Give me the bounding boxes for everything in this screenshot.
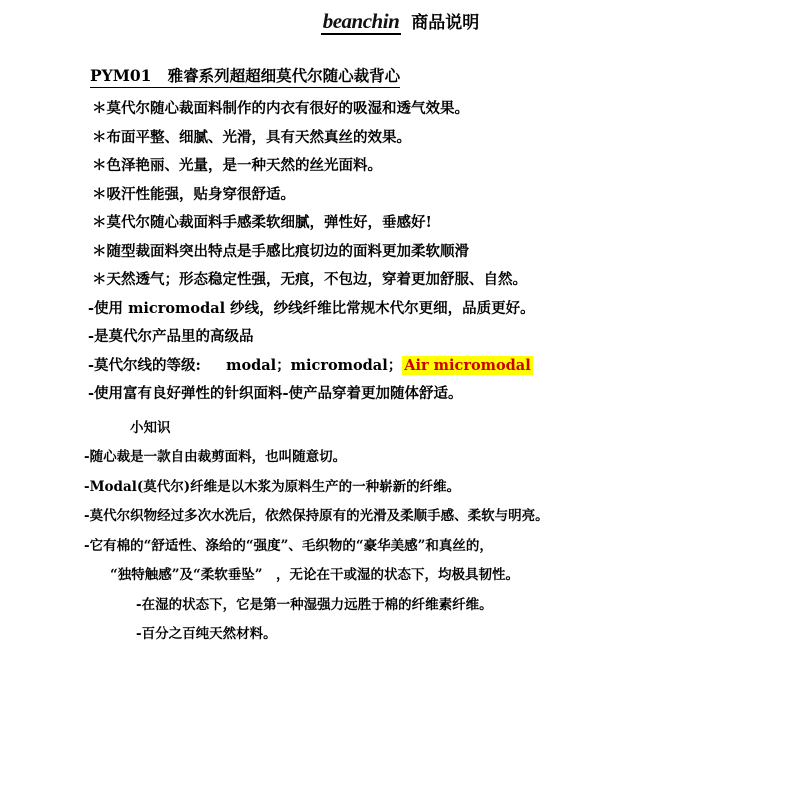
knowledge-item: -在湿的状态下，它是第一种湿强力远胜于棉的纤维素纤维。 [136,596,493,613]
product-title: PYM01 雅睿系列超超细莫代尔随心裁背心 [90,64,400,88]
knowledge-heading: 小知识 [130,419,171,436]
knowledge-item: -Modal(莫代尔)纤维是以木浆为原料生产的一种崭新的纤维。 [84,478,461,495]
knowledge-item: -随心裁是一款自由裁剪面料，也叫随意切。 [84,449,347,465]
document-body [40,102,760,642]
grade-highlight: Air micromodal [404,356,531,374]
detail-line: -使用富有良好弹性的针织面料-使产品穿着更加随体舒适。 [88,385,463,402]
knowledge-item: -百分之百纯天然材料。 [136,626,277,642]
knowledge-item: -它有棉的“舒适性、涤给的“强度”、毛织物的“豪华美感”和真丝的， [84,537,493,554]
feature-line: ＊色泽艳丽、光量，是一种天然的丝光面料。 [92,157,382,174]
feature-line: ＊吸汗性能强，贴身穿很舒适。 [92,185,295,203]
feature-line: ＊莫代尔随心裁面料制作的内衣有很好的吸湿和透气效果。 [92,100,469,117]
page-title: 商品说明 [411,13,480,33]
feature-line: ＊莫代尔随心裁面料手感柔软细腻，弹性好，垂感好! [92,214,432,231]
feature-line: ＊随型裁面料突出特点是手感比痕切边的面料更加柔软顺滑 [92,242,469,260]
grade-line-prefix: -莫代尔线的等级: modal；micromodal； [88,356,403,374]
detail-line: -是莫代尔产品里的高级品 [88,328,254,345]
product-title-wrapper [40,42,760,88]
knowledge-item: -莫代尔织物经过多次水洗后，依然保持原有的光滑及柔顺手感、柔软与明亮。 [84,508,549,524]
grade-line [88,356,760,374]
knowledge-item: “独特触感”及“柔软垂坠” ，无论在干或湿的状态下，均极具韧性。 [110,567,520,583]
detail-line: -使用 micromodal 纱线，纱线纤维比常规木代尔更细，品质更好。 [88,299,535,317]
feature-line: ＊布面平整、细腻、光滑，具有天然真丝的效果。 [92,128,411,146]
brand-logo: beanchin [321,10,402,35]
document-header [40,0,760,42]
feature-line: ＊天然透气；形态稳定性强，无痕，不包边，穿着更加舒服、自然。 [92,271,527,288]
